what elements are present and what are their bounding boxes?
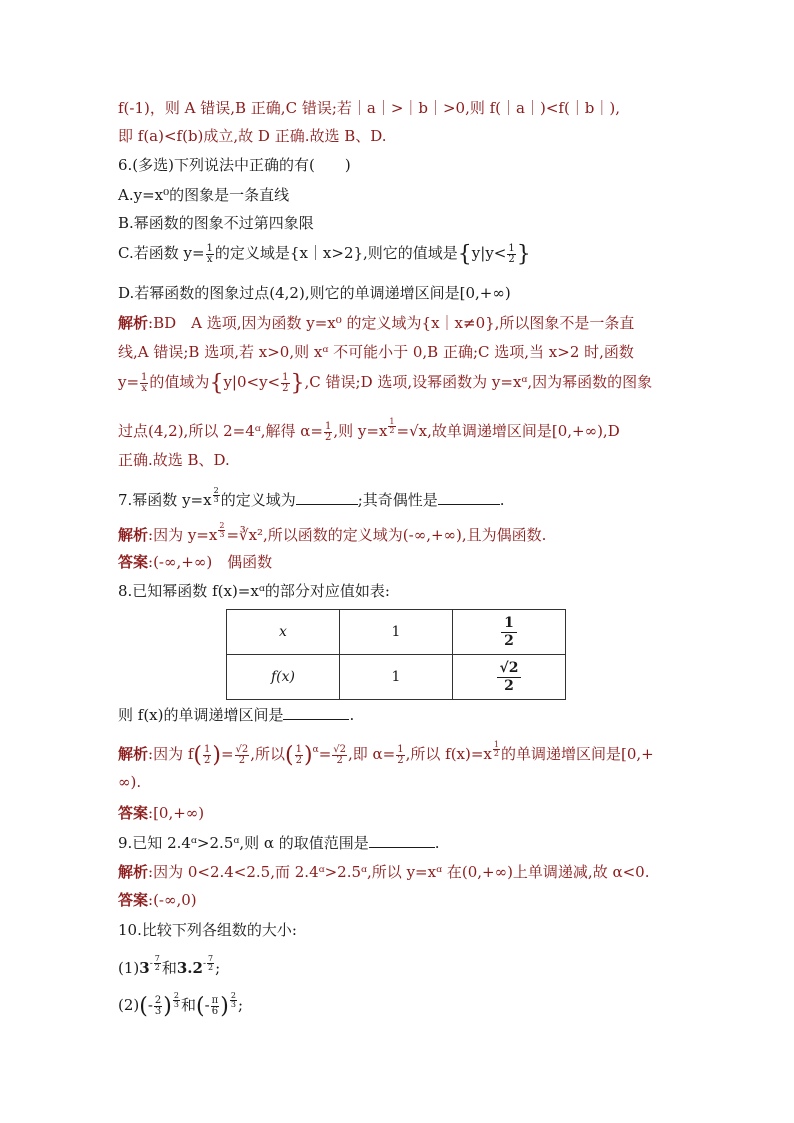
q5-tail-line-1 bbox=[118, 98, 620, 118]
q6-analysis-1: 解析:BD A 选项,因为函数 y=x⁰ 的定义域为{x｜x≠0},所以图象不是一条直 bbox=[118, 314, 635, 332]
q6-stem: 6.(多选)下列说法中正确的有( ) bbox=[118, 156, 351, 174]
q7-analysis: 解析:因为 y=x $^{\frac{2}{3}}$ =∛x²,所以函数的定义域为(-∞,+∞),且为偶函数. bbox=[118, 521, 547, 544]
analysis-label: 解析 bbox=[118, 314, 149, 332]
table-cell: x bbox=[227, 610, 340, 655]
q8-question: 则 f(x)的单调递增区间是 . bbox=[118, 706, 355, 724]
q8-answer: 答案:[0,+∞) bbox=[118, 804, 205, 822]
q9-analysis: 解析:因为 0<2.4<2.5,而 2.4ᵅ>2.5ᵅ,所以 y=xᵅ 在(0,+∞)上单调递减,故 α<0. bbox=[118, 863, 650, 881]
q7-answer: 答案:(-∞,+∞) 偶函数 bbox=[118, 553, 273, 571]
q6-analysis-4: 过点(4,2),所以 2=4ᵅ,解得 α= $\frac{1}{2}$ ,则 y=x $^{\frac{1}{2}}$ =√x,故单调递增区间是[0,+∞),D bbox=[118, 417, 620, 443]
answer-blank[interactable] bbox=[296, 490, 358, 505]
table-cell bbox=[453, 610, 566, 655]
q9-stem: 9.已知 2.4ᵅ>2.5ᵅ,则 α 的取值范围是 . bbox=[118, 834, 440, 852]
q6-analysis-3: y= $\frac{1}{x}$ 的值域为{y|0<y< $\frac{1}{2}$ },C 错误;D 选项,设幂函数为 y=xᵅ,因为幂函数的图象 bbox=[118, 371, 653, 396]
fraction-1-over-2: $\frac{1}{2}$ bbox=[501, 615, 517, 650]
q6-option-d: D.若幂函数的图象过点(4,2),则它的单调递增区间是[0,+∞) bbox=[118, 284, 511, 302]
q6-option-a: A.y=x⁰的图象是一条直线 bbox=[118, 186, 290, 204]
answer-label: 答案 bbox=[118, 891, 149, 909]
table-cell: 1 bbox=[340, 655, 453, 700]
q6-analysis-5: 正确.故选 B、D. bbox=[118, 451, 230, 469]
fraction-sqrt2-over-2: $\frac{√2}{2}$ bbox=[497, 660, 522, 695]
answer-label: 答案 bbox=[118, 553, 149, 571]
table-row bbox=[227, 655, 566, 700]
fraction-1-over-2: $\frac{1}{2}$ bbox=[324, 420, 332, 443]
q5-tail-line-2: 即 f(a)<f(b)成立,故 D 正确.故选 B、D. bbox=[118, 127, 387, 145]
fraction-1-over-2: $\frac{1}{2}$ bbox=[282, 371, 289, 394]
analysis-label: 解析 bbox=[118, 526, 149, 544]
analysis-label: 解析 bbox=[118, 863, 149, 881]
q6-analysis-2: 线,A 错误;B 选项,若 x>0,则 xᵅ 不可能小于 0,B 正确;C 选项,当 x>2 时,函数 bbox=[118, 343, 634, 361]
q8-stem: 8.已知幂函数 f(x)=xᵅ的部分对应值如表: bbox=[118, 582, 390, 600]
q6-option-b: B.幂函数的图象不过第四象限 bbox=[118, 214, 314, 232]
q5-tail-lead: f(-1) bbox=[118, 99, 150, 117]
value-table bbox=[226, 609, 566, 700]
table-cell bbox=[453, 655, 566, 700]
fraction-1-over-x: $\frac{1}{x}$ bbox=[141, 371, 148, 394]
analysis-label: 解析 bbox=[118, 745, 149, 763]
q7-stem: 7.幂函数 y=x $^{\frac{2}{3}}$ 的定义域为 ;其奇偶性是 . bbox=[118, 486, 505, 509]
q8-analysis-2: ∞). bbox=[118, 773, 142, 791]
q5-tail-rest: ，则 A 错误,B 正确,C 错误;若｜a｜>｜b｜>0,则 f(｜a｜)<f(｜b｜), bbox=[149, 99, 621, 117]
table-cell: 1 bbox=[340, 610, 453, 655]
q9-answer: 答案:(-∞,0) bbox=[118, 891, 197, 909]
answer-blank[interactable] bbox=[369, 833, 435, 848]
fraction-1-over-x: $\frac{1}{x}$ bbox=[206, 242, 213, 265]
table-cell: f(x) bbox=[227, 655, 340, 700]
q6-option-c: C.若函数 y= $\frac{1}{x}$ 的定义域是{x｜x>2},则它的值域是{y|y< $\frac{1}{2}$ } bbox=[118, 242, 531, 267]
answer-label: 答案 bbox=[118, 804, 149, 822]
fraction-1-over-2: $\frac{1}{2}$ bbox=[508, 242, 515, 265]
answer-blank[interactable] bbox=[283, 705, 349, 720]
q10-item-2: (2)(- $\frac{2}{3}$ ) $^{\frac{2}{3}}$ 和(- $\frac{\pi}{6}$ ) $^{\frac{2}{3}}$ ; bbox=[118, 991, 243, 1019]
q10-stem: 10.比较下列各组数的大小: bbox=[118, 921, 297, 939]
table-row bbox=[227, 610, 566, 655]
answer-blank[interactable] bbox=[438, 490, 500, 505]
q8-analysis-1: 解析:因为 f( $\frac{1}{2}$ )= $\frac{√2}{2}$ ,所以( $\frac{1}{2}$ )$^\alpha$= $\frac{√2}{2}$ ,即 α= $\frac{1}{2}$ ,所以 f(x)=x $^{\frac{1}{2}}$ 的单调递增区间是[0,+ bbox=[118, 740, 654, 768]
q10-item-1: $(1)3^{- \frac{7}{2}}$ 和$3.2^{- \frac{7}{2}}$ ; bbox=[118, 954, 221, 977]
